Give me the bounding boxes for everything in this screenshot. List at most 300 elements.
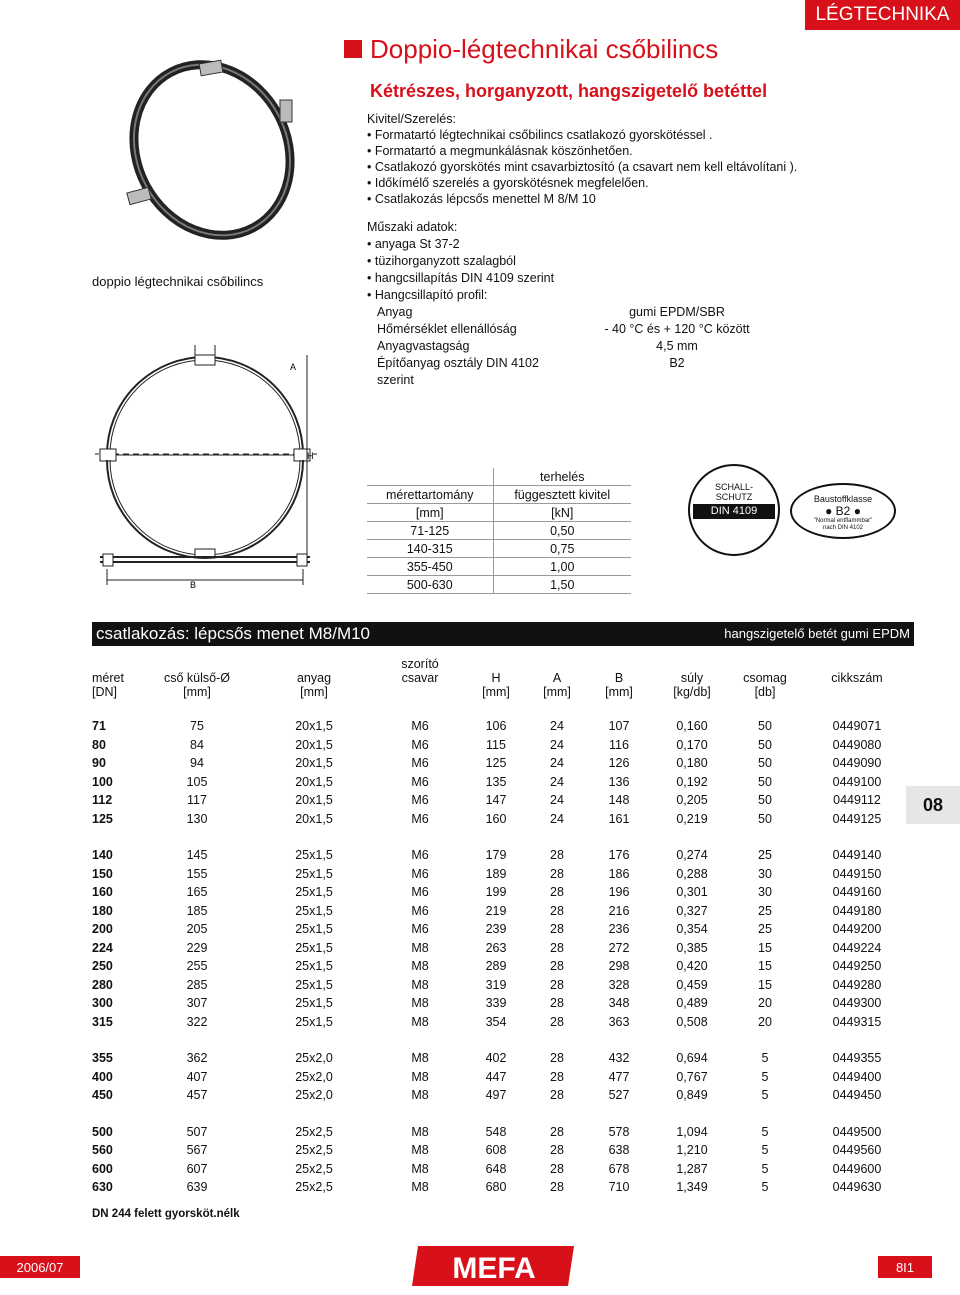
table-cell: M8 xyxy=(411,1014,429,1029)
col-unit: [kg/db] xyxy=(673,685,711,699)
col-unit: [db] xyxy=(754,685,776,699)
table-cell: 678 xyxy=(608,1161,630,1176)
table-cell: 28 xyxy=(550,866,564,881)
spec-item: • Hangcsillapító profil: xyxy=(367,288,488,302)
table-cell: 28 xyxy=(550,959,564,974)
profile-label: Anyag xyxy=(377,305,413,319)
col-header: cikkszám xyxy=(831,671,883,685)
table-cell: 315 xyxy=(92,1014,113,1029)
table-cell: 28 xyxy=(550,848,564,863)
table-cell: 28 xyxy=(550,1124,564,1139)
table-cell: 457 xyxy=(186,1088,208,1103)
table-cell: 15 xyxy=(758,940,772,955)
table-cell: M8 xyxy=(411,1051,429,1066)
dim-label-h: H xyxy=(307,451,314,461)
table-cell: 0449500 xyxy=(832,1124,882,1139)
table-cell: 0,301 xyxy=(676,885,708,900)
table-cell: 0449100 xyxy=(832,774,882,789)
table-cell: 5 xyxy=(761,1180,769,1195)
table-cell: 25x1,5 xyxy=(295,977,333,992)
table-cell: M8 xyxy=(411,1124,429,1139)
table-cell: 25x1,5 xyxy=(295,848,333,863)
table-cell: M6 xyxy=(411,756,429,771)
table-row xyxy=(92,1049,914,1068)
table-cell: M6 xyxy=(411,922,429,937)
table-cell: 216 xyxy=(608,903,630,918)
load-header: terhelés xyxy=(540,469,585,484)
mounting-item: • Csatlakozó gyorskötés mint csavarbiztosító (a csavart nem kell eltávolítani ). xyxy=(367,160,798,174)
table-cell: 117 xyxy=(187,793,207,808)
load-cell: 1,00 xyxy=(493,558,631,576)
dim-label-a: A xyxy=(290,362,297,372)
table-row xyxy=(92,717,914,736)
table-cell: 80 xyxy=(92,737,106,752)
table-cell: 638 xyxy=(608,1143,630,1158)
table-cell: 30 xyxy=(758,885,772,900)
table-cell: 205 xyxy=(186,922,208,937)
table-cell: 300 xyxy=(92,996,113,1011)
table-row xyxy=(92,957,914,976)
table-cell: 28 xyxy=(550,885,564,900)
chapter-tab: 08 xyxy=(906,786,960,824)
product-image xyxy=(92,40,324,246)
load-unit: [mm] xyxy=(367,504,493,522)
table-cell: 50 xyxy=(758,756,772,771)
table-cell: 0449080 xyxy=(832,737,882,752)
table-row xyxy=(92,1086,914,1105)
col-header: A xyxy=(552,671,562,685)
table-cell: 407 xyxy=(186,1069,208,1084)
table-cell: 255 xyxy=(186,959,208,974)
table-cell: 432 xyxy=(608,1051,630,1066)
table-cell: 339 xyxy=(485,996,507,1011)
table-cell: M6 xyxy=(411,811,429,826)
table-cell: 180 xyxy=(92,903,113,918)
table-cell: 680 xyxy=(485,1180,507,1195)
table-cell: 28 xyxy=(550,922,564,937)
connection-bar xyxy=(92,622,914,646)
table-cell: 219 xyxy=(485,903,507,918)
table-cell: 130 xyxy=(186,811,208,826)
table-cell: 28 xyxy=(550,1088,564,1103)
load-header: függesztett kivitel xyxy=(493,486,631,504)
table-cell: 354 xyxy=(485,1014,507,1029)
profile-grid xyxy=(367,304,787,389)
table-cell: 0,170 xyxy=(676,737,708,752)
table-cell: 147 xyxy=(485,793,507,808)
table-cell: 25x2,5 xyxy=(295,1143,333,1158)
table-cell: M8 xyxy=(411,959,429,974)
table-cell: 229 xyxy=(186,940,208,955)
table-cell: M6 xyxy=(411,848,429,863)
table-cell: 0449355 xyxy=(832,1051,882,1066)
table-row xyxy=(92,773,914,792)
table-cell: 28 xyxy=(550,1014,564,1029)
table-cell: 155 xyxy=(186,866,208,881)
table-cell: 116 xyxy=(609,737,629,752)
col-header: szorító xyxy=(401,657,439,671)
table-cell: 0449224 xyxy=(832,940,882,955)
table-cell: 160 xyxy=(92,885,113,900)
col-unit: [mm] xyxy=(482,685,510,699)
table-cell: 402 xyxy=(485,1051,507,1066)
table-cell: 567 xyxy=(186,1143,208,1158)
table-cell: 0449140 xyxy=(832,848,882,863)
table-cell: M8 xyxy=(411,996,429,1011)
table-cell: 189 xyxy=(485,866,507,881)
spec-item: • tüzihorganyzott szalagból xyxy=(367,254,516,268)
table-cell: M8 xyxy=(411,977,429,992)
table-cell: 289 xyxy=(485,959,507,974)
table-cell: 25x1,5 xyxy=(295,903,333,918)
table-cell: 24 xyxy=(550,719,564,734)
load-cell: 1,50 xyxy=(493,576,631,594)
col-header: csavar xyxy=(401,671,439,685)
table-row xyxy=(92,1013,914,1032)
col-header: méret xyxy=(92,671,124,685)
b2-label: B2 xyxy=(835,504,851,518)
table-cell: 0449112 xyxy=(833,793,881,808)
table-cell: 607 xyxy=(186,1161,208,1176)
table-cell: 50 xyxy=(758,719,772,734)
load-unit: [kN] xyxy=(493,504,631,522)
mounting-block xyxy=(367,111,797,207)
table-cell: 710 xyxy=(608,1180,630,1195)
profile-value: - 40 °C és + 120 °C között xyxy=(604,322,750,336)
table-cell: 161 xyxy=(608,811,630,826)
table-cell: 0449400 xyxy=(832,1069,882,1084)
table-cell: 507 xyxy=(186,1124,208,1139)
table-row xyxy=(92,920,914,939)
table-cell: M8 xyxy=(411,1069,429,1084)
table-cell: 28 xyxy=(550,940,564,955)
table-cell: 28 xyxy=(550,977,564,992)
dot-icon: ● xyxy=(825,504,833,518)
table-cell: 200 xyxy=(92,922,113,937)
table-cell: 280 xyxy=(92,977,113,992)
table-cell: 578 xyxy=(608,1124,630,1139)
table-cell: 0,274 xyxy=(676,848,708,863)
load-cell: 140-315 xyxy=(367,540,493,558)
table-cell: 0,180 xyxy=(676,756,708,771)
table-cell: 20x1,5 xyxy=(295,811,333,826)
table-row xyxy=(92,865,914,884)
table-cell: 24 xyxy=(550,737,564,752)
table-cell: 560 xyxy=(92,1143,113,1158)
table-cell: 0,489 xyxy=(676,996,708,1011)
table-cell: 477 xyxy=(608,1069,630,1084)
mefa-logo xyxy=(412,1240,580,1292)
table-cell: 28 xyxy=(550,1180,564,1195)
table-cell: 150 xyxy=(92,866,113,881)
table-cell: 0,459 xyxy=(676,977,708,992)
table-cell: 135 xyxy=(485,774,507,789)
table-cell: 145 xyxy=(186,848,208,863)
table-cell: 548 xyxy=(485,1124,507,1139)
col-unit: [mm] xyxy=(183,685,211,699)
table-cell: 20 xyxy=(758,996,772,1011)
table-cell: 236 xyxy=(608,922,630,937)
table-cell: 28 xyxy=(550,996,564,1011)
table-cell: 319 xyxy=(485,977,507,992)
badge-text: nach DIN 4102 xyxy=(822,525,864,531)
table-cell: 94 xyxy=(190,756,204,771)
table-cell: 28 xyxy=(550,1069,564,1084)
table-cell: 0449150 xyxy=(832,866,882,881)
table-row xyxy=(92,1178,914,1197)
table-cell: 28 xyxy=(550,903,564,918)
badge-text: Baustoffklasse xyxy=(813,494,873,504)
table-cell: M8 xyxy=(411,1161,429,1176)
table-cell: 25 xyxy=(758,922,772,937)
table-cell: 5 xyxy=(761,1088,769,1103)
table-cell: M6 xyxy=(411,866,429,881)
table-cell: 1,287 xyxy=(676,1161,708,1176)
table-cell: 0449450 xyxy=(832,1088,882,1103)
table-cell: 0,160 xyxy=(676,719,708,734)
col-header xyxy=(92,657,144,671)
table-cell: 0449071 xyxy=(832,719,882,734)
table-cell: 307 xyxy=(186,996,208,1011)
table-cell: 0,192 xyxy=(676,774,708,789)
table-cell: 0449180 xyxy=(832,903,882,918)
table-cell: 106 xyxy=(485,719,507,734)
table-cell: 107 xyxy=(608,719,630,734)
table-cell: 600 xyxy=(92,1161,113,1176)
table-cell: 25x2,0 xyxy=(295,1051,333,1066)
table-cell: 0449125 xyxy=(832,811,882,826)
load-table xyxy=(367,468,631,594)
mounting-item: • Formatartó légtechnikai csőbilincs csatlakozó gyorskötéssel . xyxy=(367,128,713,142)
col-header: csomag xyxy=(743,671,787,685)
col-header: H xyxy=(491,671,501,685)
bar-right-text: hangszigetelő betét gumi EPDM xyxy=(724,626,910,641)
mounting-item: • Formatartó a megmunkálásnak köszönhetően. xyxy=(367,144,633,158)
title-marker xyxy=(344,40,362,58)
table-cell: 648 xyxy=(485,1161,507,1176)
table-cell: 224 xyxy=(92,940,113,955)
table-cell: 30 xyxy=(758,866,772,881)
col-header: súly xyxy=(680,671,704,685)
table-cell: 25x2,5 xyxy=(295,1161,333,1176)
table-cell: M8 xyxy=(411,1088,429,1103)
table-cell: 84 xyxy=(190,737,204,752)
table-cell: M6 xyxy=(411,737,429,752)
specs-heading: Műszaki adatok: xyxy=(367,220,458,234)
table-cell: 527 xyxy=(608,1088,630,1103)
table-cell: 24 xyxy=(550,811,564,826)
col-header: cső külső-Ø xyxy=(164,671,230,685)
table-cell: 176 xyxy=(608,848,630,863)
table-cell: 179 xyxy=(485,848,507,863)
table-cell: 25 xyxy=(758,848,772,863)
table-cell: 50 xyxy=(758,774,772,789)
table-row xyxy=(92,754,914,773)
table-cell: 25x2,0 xyxy=(295,1088,333,1103)
table-cell: 0449300 xyxy=(832,996,882,1011)
table-cell: 400 xyxy=(92,1069,113,1084)
table-cell: 450 xyxy=(92,1088,113,1103)
table-cell: 90 xyxy=(92,756,106,771)
table-cell: 125 xyxy=(92,811,113,826)
table-cell: 25x2,5 xyxy=(295,1124,333,1139)
profile-value: gumi EPDM/SBR xyxy=(629,305,725,319)
footnote: DN 244 felett gyorsköt.nélk xyxy=(92,1208,240,1220)
table-cell: M6 xyxy=(411,774,429,789)
table-cell: 28 xyxy=(550,1143,564,1158)
load-cell: 0,50 xyxy=(493,522,631,540)
profile-label: Anyagvastagság xyxy=(377,339,470,353)
table-cell: 0,219 xyxy=(676,811,708,826)
table-cell: 0449280 xyxy=(832,977,882,992)
table-cell: 250 xyxy=(92,959,113,974)
table-cell: 185 xyxy=(186,903,208,918)
table-cell: 272 xyxy=(608,940,630,955)
table-cell: 263 xyxy=(485,940,507,955)
mounting-item: • Csatlakozás lépcsős menettel M 8/M 10 xyxy=(367,192,596,206)
table-cell: 0449250 xyxy=(832,959,882,974)
table-cell: 140 xyxy=(92,848,113,863)
table-cell: 186 xyxy=(608,866,630,881)
table-cell: 5 xyxy=(761,1124,769,1139)
table-cell: 71 xyxy=(92,719,106,734)
table-cell: 199 xyxy=(485,885,507,900)
table-cell: M6 xyxy=(411,719,429,734)
table-cell: 136 xyxy=(608,774,630,789)
table-cell: 0,694 xyxy=(676,1051,708,1066)
table-row xyxy=(92,791,914,810)
load-cell: 71-125 xyxy=(367,522,493,540)
table-cell: 25x1,5 xyxy=(295,885,333,900)
col-unit: [DN] xyxy=(92,685,117,699)
table-cell: 0,354 xyxy=(676,922,708,937)
col-unit: [mm] xyxy=(605,685,633,699)
table-cell: 24 xyxy=(550,774,564,789)
table-cell: 5 xyxy=(761,1161,769,1176)
table-cell: 112 xyxy=(92,793,113,808)
table-cell: 75 xyxy=(190,719,204,734)
table-row xyxy=(92,846,914,865)
table-cell: 25x1,5 xyxy=(295,940,333,955)
table-cell: 0,205 xyxy=(676,793,708,808)
table-row xyxy=(92,736,914,755)
table-cell: 0,420 xyxy=(676,959,708,974)
table-cell: 196 xyxy=(608,885,630,900)
table-cell: 25x1,5 xyxy=(295,922,333,937)
table-cell: 500 xyxy=(92,1124,113,1139)
table-cell: 105 xyxy=(186,774,208,789)
table-cell: 125 xyxy=(485,756,507,771)
table-cell: 363 xyxy=(608,1014,630,1029)
logo-text: MEFA xyxy=(452,1252,536,1285)
table-cell: 50 xyxy=(758,793,772,808)
table-cell: 239 xyxy=(485,922,507,937)
page-number: 8I1 xyxy=(878,1256,932,1278)
table-cell: 5 xyxy=(761,1069,769,1084)
table-cell: 20x1,5 xyxy=(295,793,333,808)
table-cell: 20 xyxy=(758,1014,772,1029)
table-cell: M8 xyxy=(411,1180,429,1195)
table-cell: 0449560 xyxy=(832,1143,882,1158)
load-cell: 500-630 xyxy=(367,576,493,594)
col-unit: [mm] xyxy=(543,685,571,699)
table-cell: 0,327 xyxy=(676,903,708,918)
table-cell: 25x1,5 xyxy=(295,866,333,881)
table-cell: 126 xyxy=(608,756,630,771)
table-cell: 100 xyxy=(92,774,113,789)
table-cell: 50 xyxy=(758,737,772,752)
mounting-item: • Időkímélő szerelés a gyorskötésnek megfelelően. xyxy=(367,176,649,190)
table-cell: 24 xyxy=(550,756,564,771)
technical-drawing xyxy=(95,335,320,595)
product-caption: doppio légtechnikai csőbilincs xyxy=(92,274,264,289)
page-title: Doppio-légtechnikai csőbilincs xyxy=(370,34,719,64)
dim-label-b: B xyxy=(190,580,197,590)
table-cell: 608 xyxy=(485,1143,507,1158)
spec-item: • hangcsillapítás DIN 4109 szerint xyxy=(367,271,555,285)
baustoff-badge xyxy=(790,483,896,539)
mounting-heading: Kivitel/Szerelés: xyxy=(367,112,456,126)
col-unit: [mm] xyxy=(300,685,328,699)
table-cell: 20x1,5 xyxy=(295,737,333,752)
table-cell: 25x2,5 xyxy=(295,1180,333,1195)
table-cell: 1,210 xyxy=(676,1143,708,1158)
table-cell: 115 xyxy=(486,737,506,752)
schallschutz-badge xyxy=(688,464,780,556)
profile-value: B2 xyxy=(669,356,685,370)
table-cell: 497 xyxy=(485,1088,507,1103)
table-cell: 15 xyxy=(758,977,772,992)
table-cell: 0,849 xyxy=(676,1088,708,1103)
table-cell: M6 xyxy=(411,903,429,918)
table-cell: 0449090 xyxy=(832,756,882,771)
table-cell: M8 xyxy=(411,1143,429,1158)
table-cell: 160 xyxy=(485,811,507,826)
profile-label: Építőanyag osztály DIN 4102 szerint xyxy=(377,356,539,387)
table-row xyxy=(92,1160,914,1179)
specs-block xyxy=(367,219,787,389)
table-cell: 0449600 xyxy=(832,1161,882,1176)
dot-icon: ● xyxy=(853,504,861,518)
table-cell: M6 xyxy=(411,793,429,808)
table-cell: 20x1,5 xyxy=(295,756,333,771)
table-row xyxy=(92,976,914,995)
profile-label: Hőmérséklet ellenállóság xyxy=(377,322,517,336)
table-cell: 25x1,5 xyxy=(295,996,333,1011)
spec-item: • anyaga St 37-2 xyxy=(367,237,460,251)
page-subtitle: Kétrészes, horganyzott, hangszigetelő betéttel xyxy=(370,81,768,101)
table-row xyxy=(92,902,914,921)
section-tag: LÉGTECHNIKA xyxy=(805,0,960,30)
table-cell: 0449315 xyxy=(832,1014,882,1029)
table-cell: 0449630 xyxy=(832,1180,882,1195)
din-label: DIN 4109 xyxy=(693,504,775,519)
table-cell: 20x1,5 xyxy=(295,719,333,734)
table-cell: 15 xyxy=(758,959,772,974)
table-row xyxy=(92,883,914,902)
table-cell: 25x1,5 xyxy=(295,959,333,974)
bar-left-text: csatlakozás: lépcsős menet M8/M10 xyxy=(96,624,371,643)
col-header: anyag xyxy=(296,671,332,685)
profile-value: 4,5 mm xyxy=(656,339,698,353)
badge-text: "Normal entflammbar" xyxy=(813,518,873,524)
table-cell: 447 xyxy=(485,1069,507,1084)
product-table xyxy=(92,657,914,1197)
footer-date: 2006/07 xyxy=(0,1256,80,1278)
table-cell: 148 xyxy=(608,793,630,808)
table-cell: 50 xyxy=(758,811,772,826)
table-cell: 362 xyxy=(186,1051,208,1066)
